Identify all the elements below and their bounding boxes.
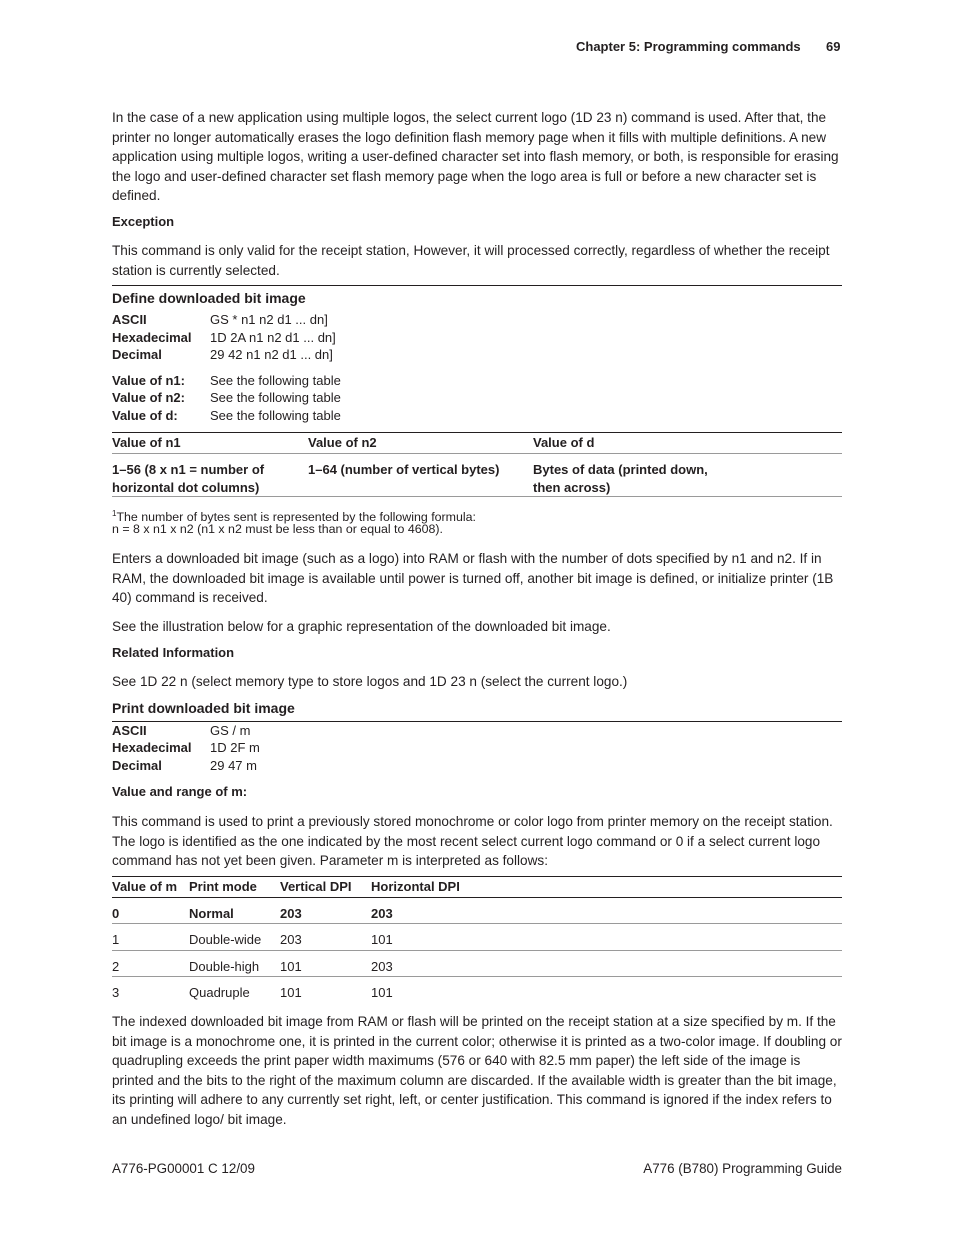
define-description: Enters a downloaded bit image (such as a logo) into RAM or flash with the number of dots specified by n1 and n2. If in RAM, the downloaded bit image is available until power is turned off, another bit image is defined, or initialize printer (1B 40) command is received. — [112, 551, 834, 605]
mode-row-1-vertical: 203 — [280, 932, 302, 947]
value-label-n1: Value of n1: — [112, 373, 185, 388]
print-code-value-hex: 1D 2F m — [210, 740, 260, 755]
code-label-ascii: ASCII — [112, 312, 147, 327]
mode-header-rule — [112, 897, 842, 898]
mode-header-horizontal-dpi: Horizontal DPI — [371, 879, 460, 894]
table-cell-d: Bytes of data (printed down, then across) — [533, 462, 708, 495]
table-bottom-rule — [112, 496, 842, 497]
define-bit-image-title: Define downloaded bit image — [112, 290, 306, 306]
related-info-text: See 1D 22 n (select memory type to store logos and 1D 23 n (select the current logo.) — [112, 674, 628, 689]
value-text-n2: See the following table — [210, 390, 341, 405]
mode-row-2-value: 2 — [112, 959, 120, 974]
code-label-hex: Hexadecimal — [112, 330, 192, 345]
value-label-d: Value of d: — [112, 408, 178, 423]
footnote-line-2: n = 8 x n1 x n2 (n1 x n2 must be less than or equal to 4608). — [112, 522, 443, 536]
table-header-n1: Value of n1 — [112, 435, 181, 450]
code-label-decimal: Decimal — [112, 347, 162, 362]
mode-table-top-rule — [112, 876, 842, 877]
mode-header-vertical-dpi: Vertical DPI — [280, 879, 352, 894]
chapter-title: Chapter 5: Programming commands — [576, 39, 801, 54]
print-code-label-ascii: ASCII — [112, 723, 147, 738]
mode-row-0-value: 0 — [112, 906, 120, 921]
closing-paragraph: The indexed downloaded bit image from RAM or flash will be printed on the receipt station at a size specified by m. If the bit image is a monochrome one, it is printed in the current color; otherwise it is printed as a two-color image. If doubling or quadrupling exceeds the print paper width maximums (576 or 640 with 82.5 mm paper) the left side of the image is printed and the bits to the right of the maximum column are discarded. If the available width is greater than the bit image, its printing will adhere to any currently set right, left, or center justification. This command is ignored if the index refers to an undefined logo/ bit image. — [112, 1014, 842, 1127]
code-value-ascii: GS * n1 n2 d1 ... dn] — [210, 312, 328, 327]
mode-row-0-vertical: 203 — [280, 906, 302, 921]
value-text-n1: See the following table — [210, 373, 341, 388]
table-header-rule — [112, 453, 842, 454]
mode-row-1-horizontal: 101 — [371, 932, 393, 947]
print-code-label-hex: Hexadecimal — [112, 740, 192, 755]
mode-row-3-vertical: 101 — [280, 985, 302, 1000]
section-divider-2 — [112, 721, 842, 722]
mode-row-divider — [112, 976, 842, 977]
mode-row-3-mode: Quadruple — [189, 985, 250, 1000]
mode-row-2-vertical: 101 — [280, 959, 302, 974]
footnote-line-1: $^1$The number of bytes sent is represented by the following formula: — [112, 509, 476, 525]
value-text-d: See the following table — [210, 408, 341, 423]
mode-row-1-mode: Double-wide — [189, 932, 262, 947]
value-label-n2: Value of n2: — [112, 390, 185, 405]
mode-row-2-mode: Double-high — [189, 959, 260, 974]
print-description: This command is used to print a previously stored monochrome or color logo from printer memory on the receipt station. The logo is identified as the one indicated by the most recent select current logo command or 0 if a select current logo command has not yet been given. Parameter m is interpreted as follows: — [112, 814, 833, 868]
code-value-decimal: 29 42 n1 n2 d1 ... dn] — [210, 347, 333, 362]
table-top-rule — [112, 432, 842, 433]
mode-row-0-mode: Normal — [189, 906, 234, 921]
section-divider — [112, 285, 842, 286]
print-code-label-decimal: Decimal — [112, 758, 162, 773]
mode-row-0-horizontal: 203 — [371, 906, 393, 921]
illustration-note: See the illustration below for a graphic representation of the downloaded bit image. — [112, 619, 611, 634]
exception-text: This command is only valid for the receipt station, However, it will processed correctly, regardless of whether the receipt station is currently selected. — [112, 243, 830, 278]
table-header-n2: Value of n2 — [308, 435, 377, 450]
related-info-heading: Related Information — [112, 645, 235, 660]
table-cell-n1: 1–56 (8 x n1 = number of horizontal dot columns) — [112, 462, 265, 495]
footer-doc-id: A776-PG00001 C 12/09 — [112, 1161, 255, 1176]
mode-row-2-horizontal: 203 — [371, 959, 393, 974]
print-code-value-decimal: 29 47 m — [210, 758, 257, 773]
code-value-hex: 1D 2A n1 n2 d1 ... dn] — [210, 330, 336, 345]
mode-header-value: Value of m — [112, 879, 178, 894]
mode-row-3-horizontal: 101 — [371, 985, 393, 1000]
mode-row-3-value: 3 — [112, 985, 120, 1000]
mode-header-print-mode: Print mode — [189, 879, 257, 894]
range-heading: Value and range of m: — [112, 784, 248, 799]
print-code-value-ascii: GS / m — [210, 723, 251, 738]
exception-heading: Exception — [112, 214, 175, 229]
mode-row-divider — [112, 923, 842, 924]
footer-guide-title: A776 (B780) Programming Guide — [643, 1161, 842, 1176]
print-bit-image-title: Print downloaded bit image — [112, 700, 295, 716]
intro-paragraph: In the case of a new application using multiple logos, the select current logo (1D 23 n) command is used. After that, the printer no longer automatically erases the logo definition flash memory page when it fills with multiple definitions. A new application using multiple logos, writing a user-defined character set into flash memory, or both, is responsible for erasing the logo and user-defined character set flash memory page when the logo area is full or before a new character set is defined. — [112, 110, 839, 203]
table-cell-n2: 1–64 (number of vertical bytes) — [308, 462, 500, 477]
table-header-d: Value of d — [533, 435, 595, 450]
page-number: 69 — [826, 39, 841, 54]
mode-row-1-value: 1 — [112, 932, 120, 947]
mode-row-divider — [112, 950, 842, 951]
